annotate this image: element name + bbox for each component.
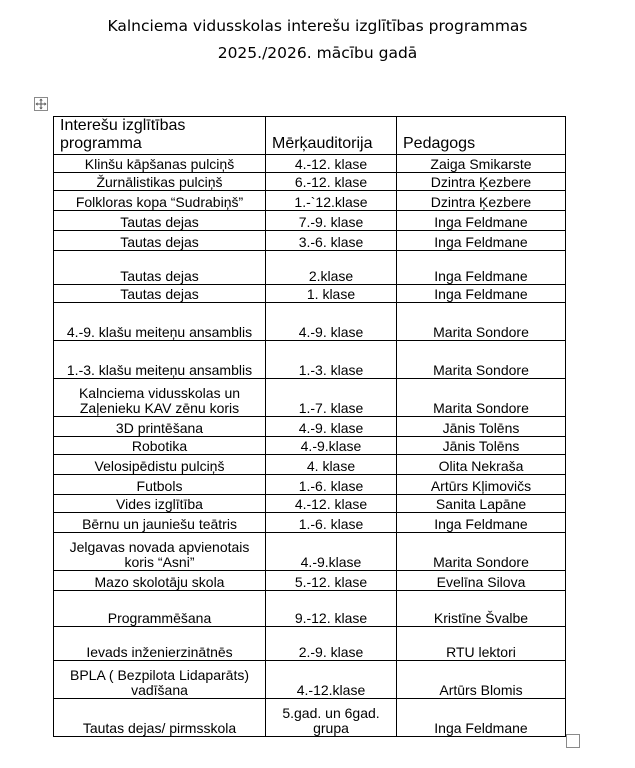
cell-program: 3D printēšana xyxy=(54,417,266,437)
cell-program: Jelgavas novada apvienotais koris “Asni” xyxy=(54,533,266,571)
cell-audience: 1.-6. klase xyxy=(266,475,397,495)
cell-program: 4.-9. klašu meiteņu ansamblis xyxy=(54,303,266,341)
cell-audience: 4.-12. klase xyxy=(266,495,397,513)
cell-teacher: Marita Sondore xyxy=(397,303,566,341)
table-row xyxy=(54,417,566,437)
programs-table xyxy=(53,116,566,737)
table-row xyxy=(54,251,566,285)
cell-program: Bērnu un jauniešu teātris xyxy=(54,513,266,533)
cell-program: Programmēšana xyxy=(54,591,266,627)
cell-teacher: Dzintra Ķezbere xyxy=(397,173,566,191)
cell-teacher: Inga Feldmane xyxy=(397,699,566,737)
table-row xyxy=(54,699,566,737)
table-row xyxy=(54,303,566,341)
cell-audience: 2.-9. klase xyxy=(266,627,397,661)
cell-audience: 5.gad. un 6gad. grupa xyxy=(266,699,397,737)
cell-teacher: Olita Nekraša xyxy=(397,455,566,475)
table-row xyxy=(54,285,566,303)
table-row xyxy=(54,437,566,455)
cell-teacher: Jānis Tolēns xyxy=(397,437,566,455)
table-row xyxy=(54,513,566,533)
cell-audience: 4.-12. klase xyxy=(266,155,397,173)
cell-teacher: Inga Feldmane xyxy=(397,251,566,285)
cell-audience: 5.-12. klase xyxy=(266,571,397,591)
header-program: Interešu izglītības programma xyxy=(54,117,266,155)
cell-program: Folkloras kopa “Sudrabiņš” xyxy=(54,191,266,211)
table-row xyxy=(54,341,566,379)
cell-teacher: Kristīne Švalbe xyxy=(397,591,566,627)
cell-audience: 1.-`12.klase xyxy=(266,191,397,211)
table-resize-handle-icon[interactable] xyxy=(566,734,580,748)
cell-program: Ievads inženierzinātnēs xyxy=(54,627,266,661)
cell-teacher: Marita Sondore xyxy=(397,533,566,571)
cell-audience: 1. klase xyxy=(266,285,397,303)
cell-audience: 4.-9. klase xyxy=(266,303,397,341)
cell-program: Futbols xyxy=(54,475,266,495)
cell-teacher: Inga Feldmane xyxy=(397,231,566,251)
cell-teacher: Inga Feldmane xyxy=(397,211,566,231)
cell-audience: 4.-9. klase xyxy=(266,417,397,437)
cell-teacher: Dzintra Ķezbere xyxy=(397,191,566,211)
cell-teacher: Marita Sondore xyxy=(397,341,566,379)
table-row xyxy=(54,211,566,231)
cell-program: 1.-3. klašu meiteņu ansamblis xyxy=(54,341,266,379)
cell-teacher: Jānis Tolēns xyxy=(397,417,566,437)
cell-audience: 4. klase xyxy=(266,455,397,475)
table-row xyxy=(54,533,566,571)
cell-teacher: Artūrs Kļimovičs xyxy=(397,475,566,495)
cell-audience: 4.-9.klase xyxy=(266,533,397,571)
cell-program: Robotika xyxy=(54,437,266,455)
cell-audience: 1.-7. klase xyxy=(266,379,397,417)
cell-audience: 4.-12.klase xyxy=(266,661,397,699)
cell-teacher: Sanita Lapāne xyxy=(397,495,566,513)
cell-program: Klinšu kāpšanas pulciņš xyxy=(54,155,266,173)
table-row xyxy=(54,591,566,627)
table-row xyxy=(54,231,566,251)
cell-audience: 4.-9.klase xyxy=(266,437,397,455)
cell-program: Mazo skolotāju skola xyxy=(54,571,266,591)
cell-program: Tautas dejas xyxy=(54,231,266,251)
cell-audience: 1.-6. klase xyxy=(266,513,397,533)
cell-program: Velosipēdistu pulciņš xyxy=(54,455,266,475)
table-row xyxy=(54,627,566,661)
cell-audience: 3.-6. klase xyxy=(266,231,397,251)
cell-teacher: Artūrs Blomis xyxy=(397,661,566,699)
cell-audience: 9.-12. klase xyxy=(266,591,397,627)
cell-teacher: Marita Sondore xyxy=(397,379,566,417)
cell-teacher: Inga Feldmane xyxy=(397,285,566,303)
cell-program: Kalnciema vidusskolas un Zaļenieku KAV zēnu koris xyxy=(54,379,266,417)
cell-program: Tautas dejas xyxy=(54,285,266,303)
cell-program: Vides izglītība xyxy=(54,495,266,513)
cell-program: BPLA ( Bezpilota Lidaparāts) vadīšana xyxy=(54,661,266,699)
table-move-handle-icon[interactable] xyxy=(34,97,48,111)
cell-program: Tautas dejas xyxy=(54,211,266,231)
cell-teacher: Evelīna Silova xyxy=(397,571,566,591)
cell-audience: 1.-3. klase xyxy=(266,341,397,379)
table-row xyxy=(54,571,566,591)
document-title-line1: Kalnciema vidusskolas interešu izglītības programmas xyxy=(107,17,528,35)
cell-teacher: Zaiga Smikarste xyxy=(397,155,566,173)
cell-program: Tautas dejas/ pirmsskola xyxy=(54,699,266,737)
cell-program: Žurnālistikas pulciņš xyxy=(54,173,266,191)
cell-teacher: RTU lektori xyxy=(397,627,566,661)
cell-audience: 6.-12. klase xyxy=(266,173,397,191)
table-row xyxy=(54,661,566,699)
table-row xyxy=(54,455,566,475)
cell-program: Tautas dejas xyxy=(54,251,266,285)
cell-audience: 7.-9. klase xyxy=(266,211,397,231)
cell-teacher: Inga Feldmane xyxy=(397,513,566,533)
table-row xyxy=(54,191,566,211)
table-header-row xyxy=(54,117,566,155)
header-audience: Mērķauditorija xyxy=(266,117,397,155)
table-row xyxy=(54,475,566,495)
document-title-line2: 2025./2026. mācību gadā xyxy=(217,44,418,62)
header-teacher: Pedagogs xyxy=(397,117,566,155)
table-row xyxy=(54,173,566,191)
table-row xyxy=(54,495,566,513)
table-row xyxy=(54,155,566,173)
cell-audience: 2.klase xyxy=(266,251,397,285)
table-row xyxy=(54,379,566,417)
